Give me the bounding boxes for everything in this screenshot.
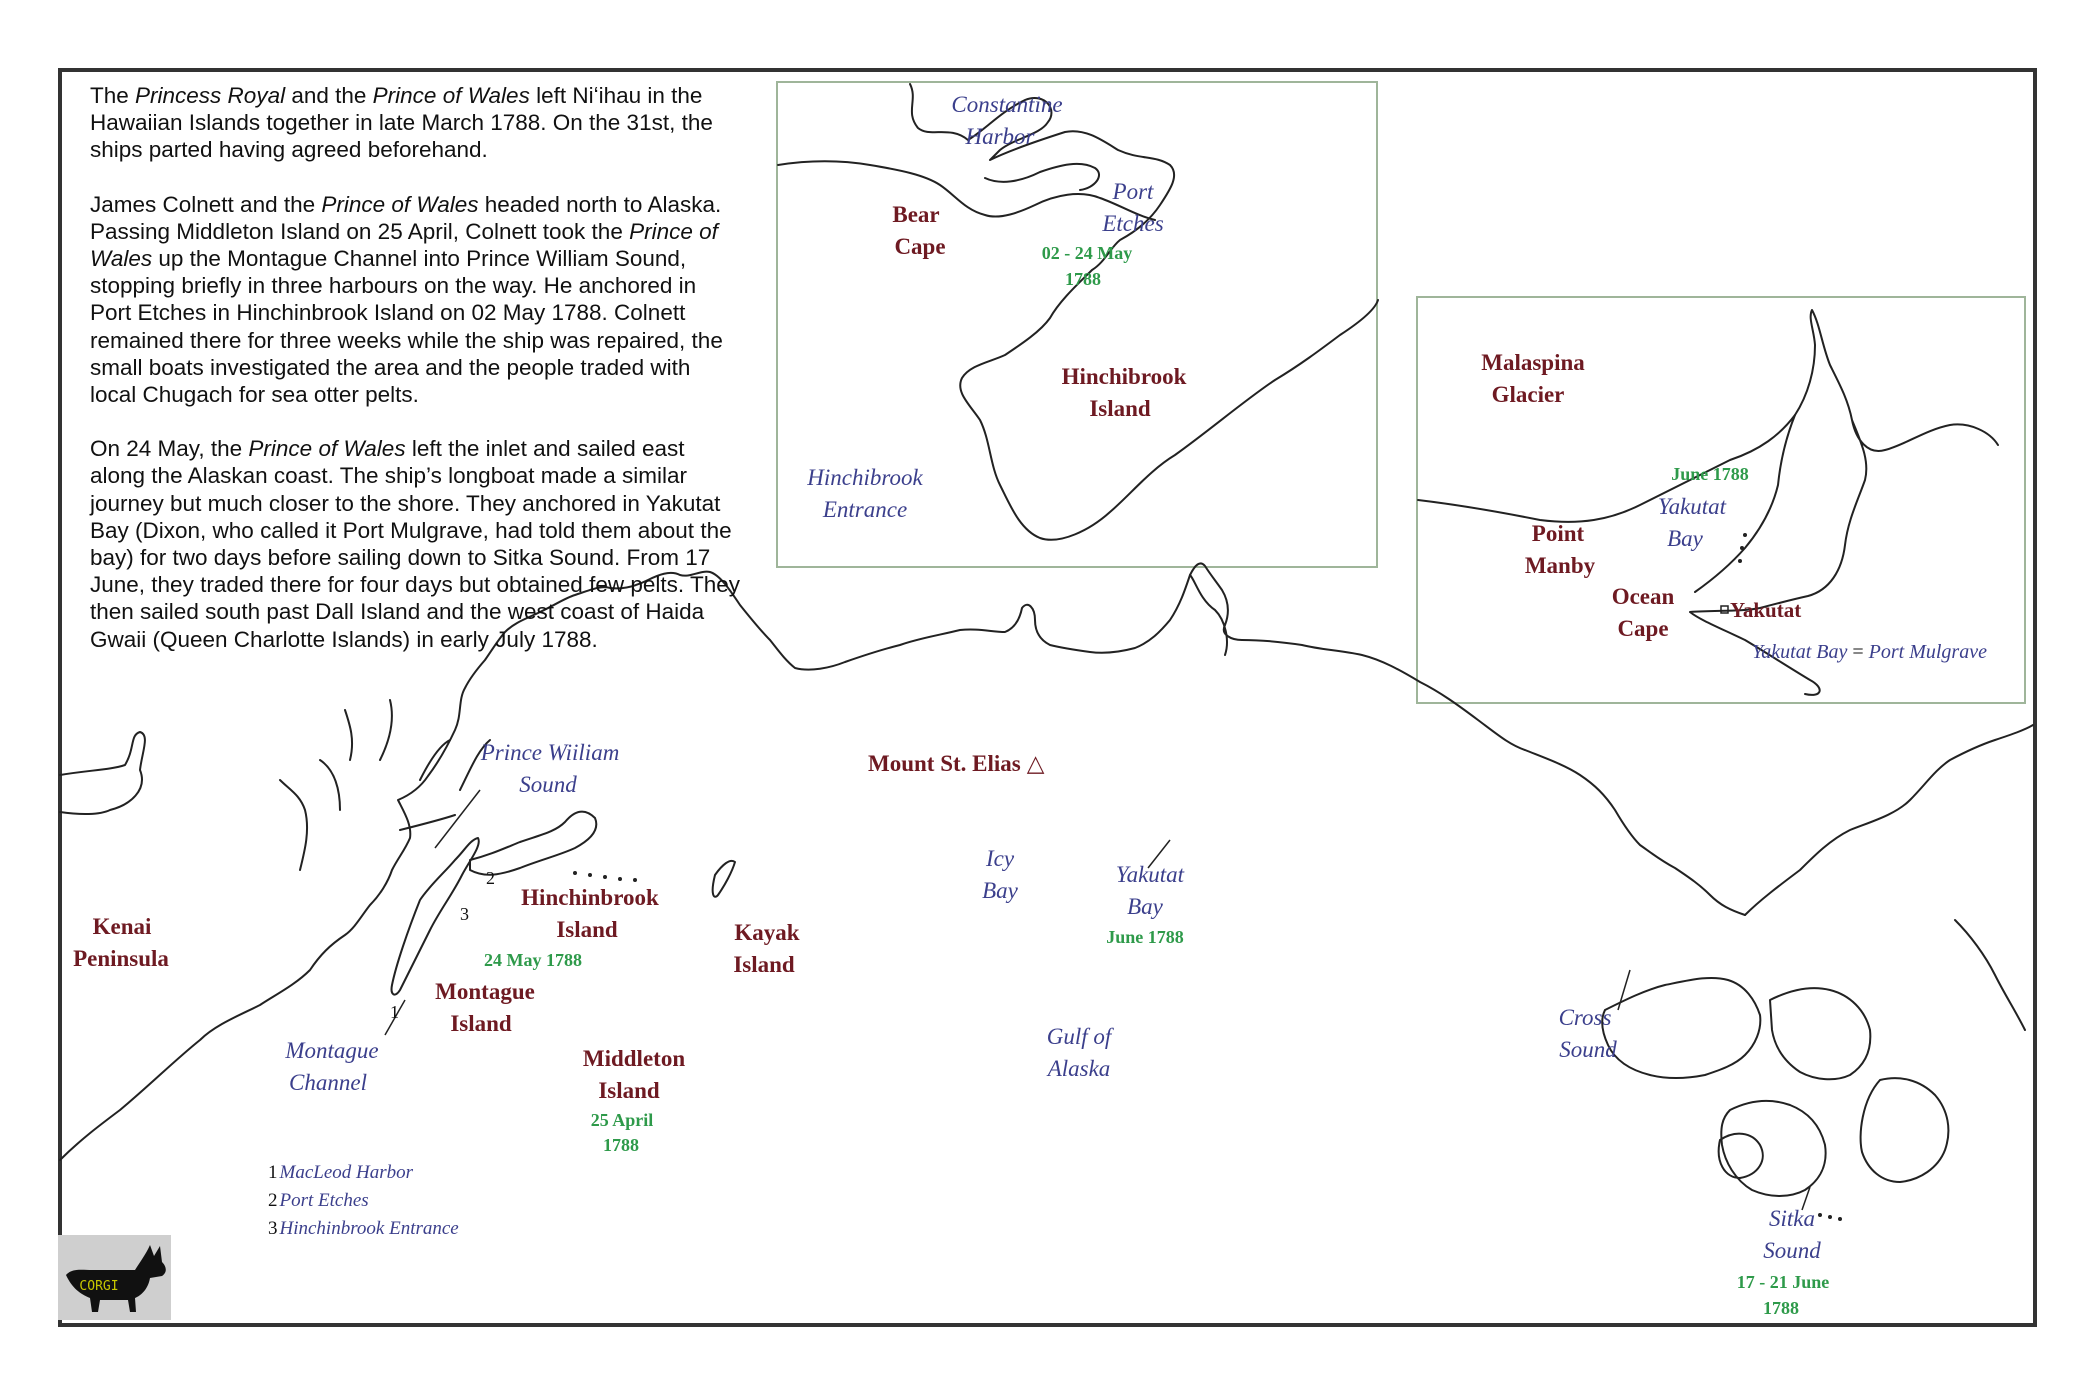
kenai-shore [60, 732, 145, 814]
yakutat-date: June 1788 [1106, 927, 1184, 947]
hinchinbrook-island-label: Hinchinbrook Island [521, 885, 659, 942]
ocean-cape-label: Ocean Cape [1611, 584, 1675, 641]
narrative-paragraph-1: The Princess Royal and the Prince of Wales left Niʻihau in the Hawaiian Islands together in late March 1788. On the 31st, the ships parted having agreed beforehand. [90, 83, 713, 163]
point-manby-label: Point Manby [1524, 521, 1596, 578]
marker-3: 3 [460, 904, 469, 924]
hinchinbrook-entrance-inset-label: Hinchibrook Entrance [807, 465, 923, 522]
kayak-island-label: Kayak Island [733, 920, 800, 977]
kayak-island-shape [713, 861, 735, 897]
inset2-june-date: June 1788 [1671, 464, 1749, 484]
inset2-yakutat-bay-label: Yakutat Bay [1657, 494, 1727, 551]
kenai-peninsula-label: Kenai Peninsula [73, 914, 169, 971]
corgi-logo [58, 1235, 171, 1320]
legend [268, 1162, 459, 1239]
yakutat-foreland [1190, 575, 1227, 655]
marker-2: 2 [486, 868, 495, 888]
legend-item: 2 Port Etches [268, 1190, 369, 1211]
se-alaska-mainland [1745, 725, 2033, 915]
sitka-sound-label: Sitka Sound [1763, 1206, 1821, 1263]
gulf-of-alaska-label: Gulf of Alaska [1046, 1024, 1112, 1081]
inset1-dates: 02 - 24 May 1788 [1041, 243, 1133, 289]
prince-william-sound-label: Prince Wiiliam Sound [480, 740, 620, 797]
marker-1: 1 [390, 1002, 399, 1022]
mount-st-elias-label: Mount St. Elias △ [868, 751, 1045, 776]
bear-cape-label: Bear Cape [892, 202, 946, 259]
narrative-paragraph-3: On 24 May, the Prince of Wales left the inlet and sailed east along the Alaskan coast. The ship’s longboat made a similar journey but much closer to the shore. They anchored in Yakutat Bay (Dixon, who called it Port Mulgrave, had told them about the bay) for two days before sailing down to Sitka Sound. From 17 June, they traded there for four days but obtained few pelts. They then sailed south past Dall Island and the west coast of Haida Gwaii (Queen Charlotte Islands) in early July 1788. [90, 436, 740, 652]
hinchinbrook-island-inset-label: Hinchibrook Island [1061, 364, 1187, 421]
middleton-date: 25 April 1788 [590, 1110, 654, 1155]
hinchinbrook-island-shape [470, 812, 596, 875]
hinchinbrook-date: 24 May 1788 [484, 950, 582, 970]
sitka-date: 17 - 21 June 1788 [1736, 1272, 1830, 1318]
yakutat-bay-label: Yakutat Bay [1115, 862, 1185, 919]
icy-bay-label: Icy Bay [982, 846, 1018, 903]
inset-hinchinbrook [777, 82, 1378, 567]
narrative-text [90, 82, 740, 680]
middleton-island-label: Middleton Island [582, 1046, 686, 1103]
montague-island-label: Montague Island [435, 979, 535, 1036]
narrative-paragraph-2: James Colnett and the Prince of Wales headed north to Alaska. Passing Middleton Island on 25 April, Colnett took the Prince of Wales up the Montague Channel into Prince William Sound, stopping briefly in three harbours on the way. He anchored in Port Etches in Hinchinbrook Island on 02 May 1788. Colnett remained there for three weeks while the ship was repaired, the small boats investigated the area and the people traded with local Chugach for sea otter pelts. [90, 191, 723, 408]
yakutat-town-label: Yakutat [1730, 598, 1802, 622]
constantine-harbor-label: Constantine Harbor [951, 92, 1063, 149]
se-alaska-islands [1602, 920, 2025, 1196]
leader-lines [385, 790, 1810, 1210]
legend-item: 1 MacLeod Harbor [268, 1162, 414, 1183]
inset-hinchinbrook-frame [777, 82, 1377, 567]
legend-item: 3 Hinchinbrook Entrance [268, 1218, 459, 1239]
cross-sound-label: Cross Sound [1558, 1005, 1617, 1062]
montague-channel-label: Montague Channel [285, 1038, 379, 1095]
port-etches-label: Port Etches [1102, 179, 1164, 236]
pws-fjords [280, 700, 490, 870]
logo-text: CORGI [79, 1279, 119, 1294]
malaspina-glacier-label: Malaspina Glacier [1481, 350, 1585, 407]
yakutat-mulgrave-equation: Yakutat Bay = Port Mulgrave [1752, 641, 1987, 663]
